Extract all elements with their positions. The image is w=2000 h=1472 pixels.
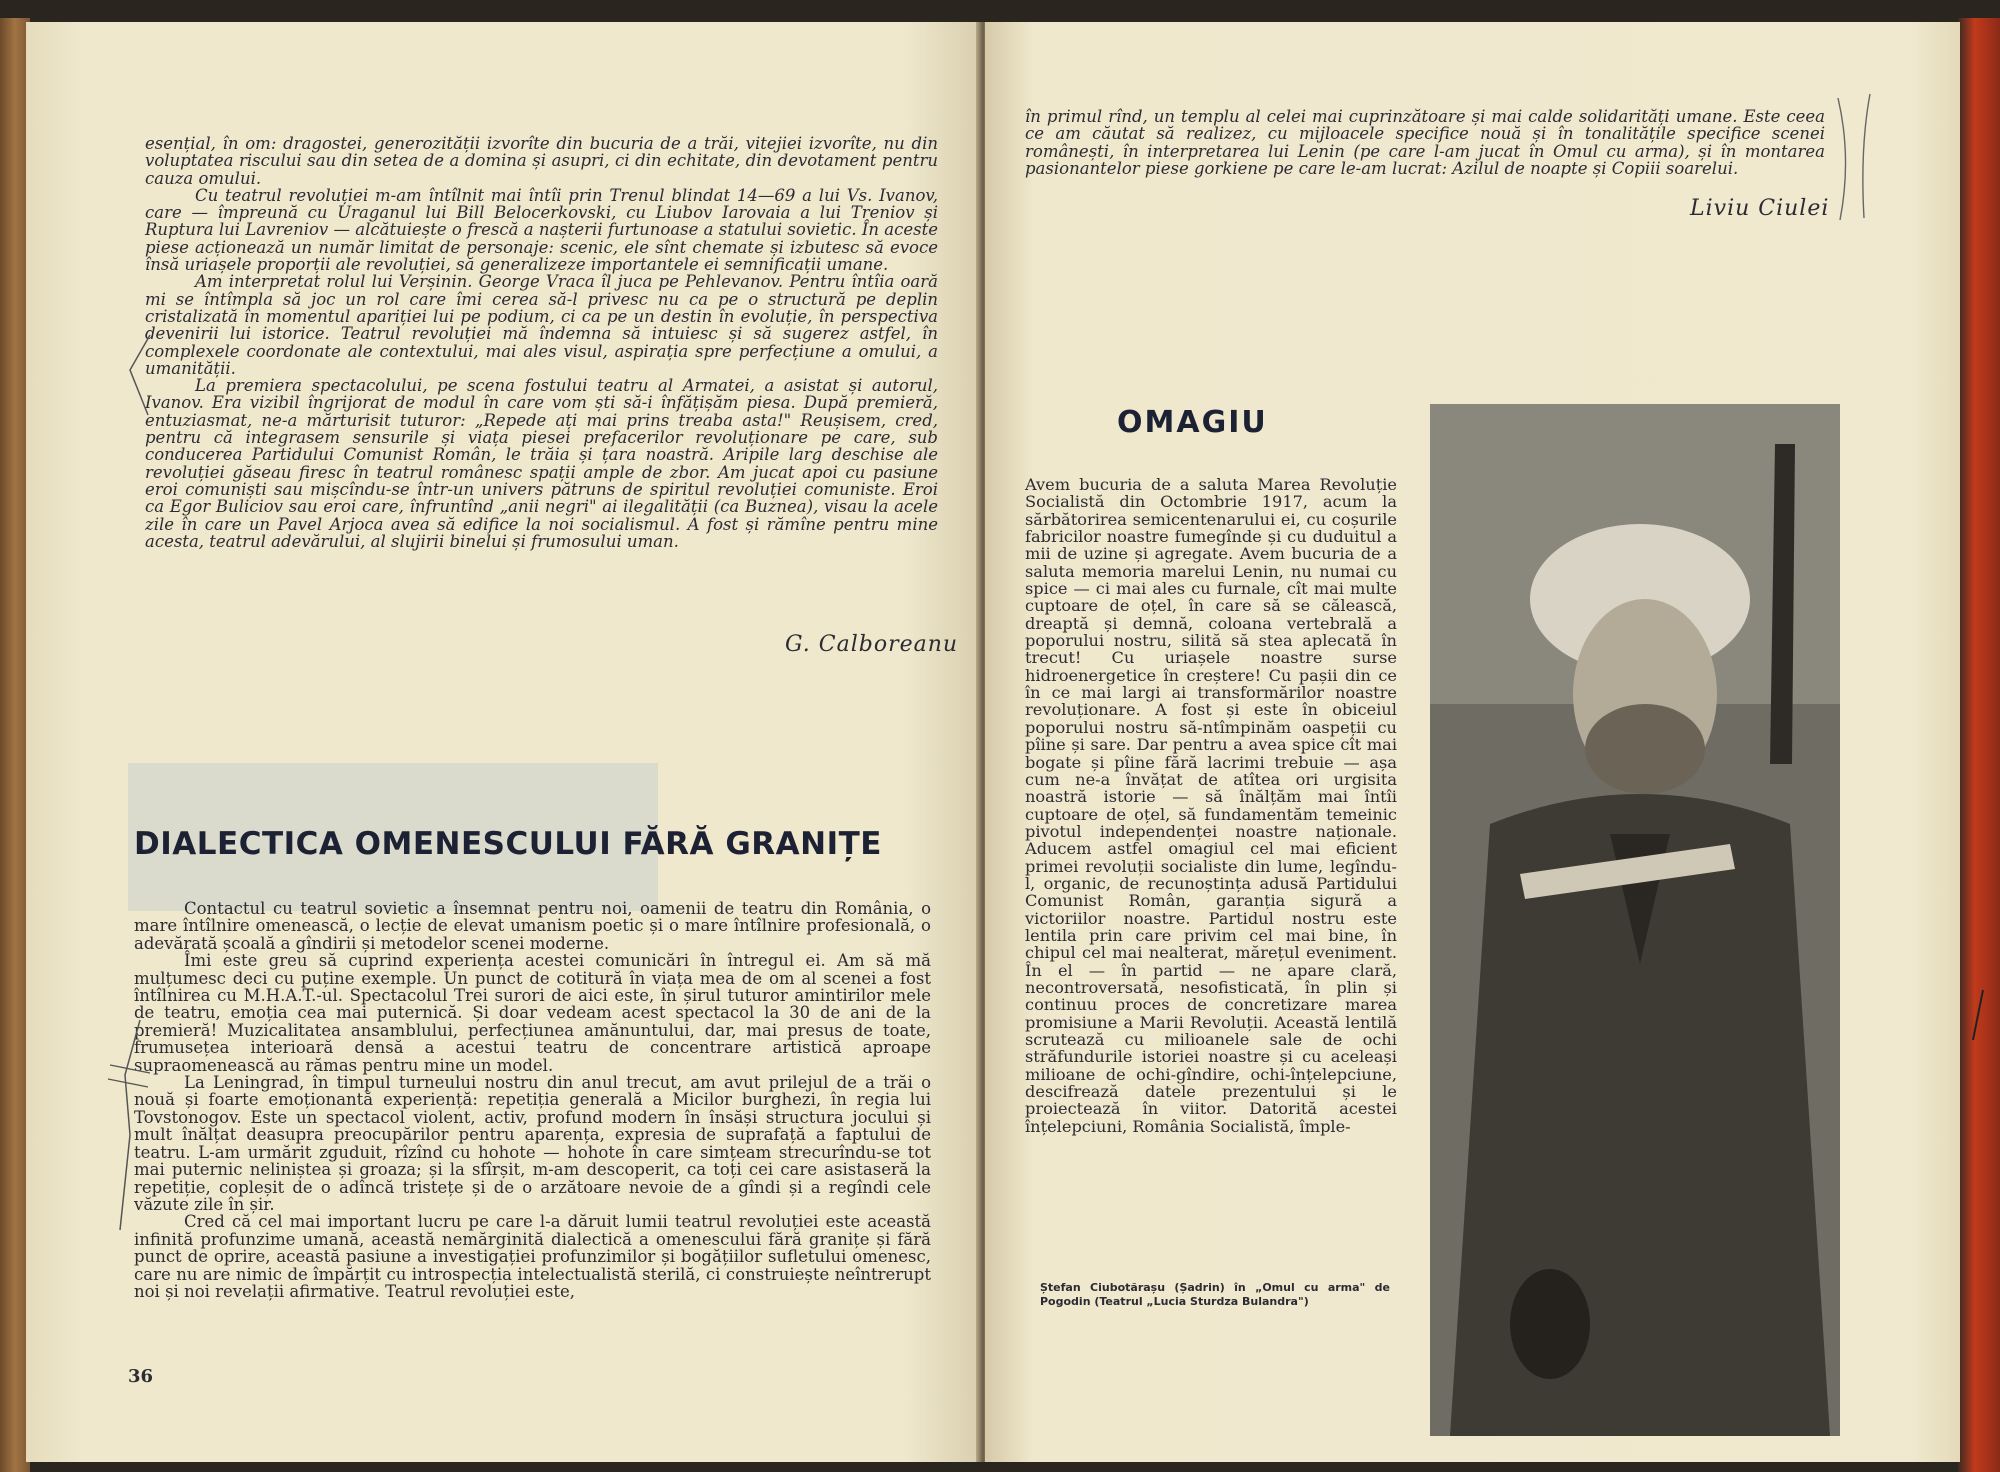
pencil-margin-mark-lower <box>100 1015 160 1235</box>
article1-paragraph: esențial, în om: dragostei, generozității izvorîte din bucuria de a trăi, vitejiei izvorîte, nu din voluptatea riscului sau din setea de a domina și asupri, ci din echitate, din devotament pentru cauza omului. <box>145 134 938 188</box>
omagiu-body: Avem bucuria de a saluta Marea Revoluție Socialistă din Octombrie 1917, acum la sărbătorirea semicentenarului ei, cu coșurile fabricilor noastre fumegînde și cu duduitul a mii de uzine și agregate. Avem bucuria de a saluta memoria marelui Lenin, nu numai cu spice — ci mai ales cu furnale, cît mai multe cuptoare de oțel, în care să se călească, dreaptă și demnă, coloana vertebrală a poporului nostru, silită să stea aplecată în trecut! Cu uriașele noastre surse hidroenergetice în creștere! Cu pașii din ce în ce mai largi ai transformărilor noastre revoluționare. A fost și este în obiceiul poporului nostru să-ntîmpinăm oaspeții cu pîine și sare. Dar pentru a avea spice cît mai bogate și pîine fără lacrimi trebuie — așa cum ne-a învățat de atîtea ori urgisita noastră istorie — să înălțăm mai întîi cuptoare de oțel, să fundamentăm temeinic pivotul independenței noastre naționale. Aducem astfel omagiul cel mai eficient primei revoluții socialiste din lume, legîndu-l, organic, de recunoștința adusă Partidului Comunist Român, garanția sigură a victoriilor noastre. Partidul nostru este lentila prin care privim cel mai bine, în chipul cel mai nealterat, mărețul eveniment. În el — în partid — ne apare clară, necontroversată, nesofisticată, în plin și continuu proces de concretizare marea promisiune a Marii Revoluții. Această lentilă scrutează cu milioanele sale de ochi străfundurile istoriei noastre și cu aceleași milioane de ochi-gîndire, ochi-înțelepciune, descifrează datele prezentului și le proiectează în viitor. Datorită acestei înțelepciuni, România Socialistă, împle- <box>1025 475 1397 1136</box>
article2-body <box>134 900 931 1300</box>
article2-paragraph: La Leningrad, în timpul turneului nostru din anul trecut, am avut prilejul de a trăi o nouă și foarte emoționantă experiență: repetiția generală a Micilor burghezi, în regia lui Tovstonogov. Este un spectacol violent, activ, profund modern în însăși structura jocului și mult înălțat deasupra preocupărilor pentru aparența, expresia de suprafață a faptului de teatru. L-am urmărit zguduit, rîzînd cu hohote — hohote în care simțeam strecurîndu-se tot mai puternic neliniștea și groaza; și la sfîrșit, m-am descoperit, ca toți cei care asistaseră la repetiție, copleșit de o adîncă tristețe și de o arzătoare nevoie de a gîndi și a regîndi cele văzute zile în șir. <box>134 1073 931 1214</box>
actor-photo <box>1430 404 1840 1436</box>
page-edge-mark <box>1968 985 1988 1045</box>
article2-paragraph: Cred că cel mai important lucru pe care l-a dăruit lumii teatrul revoluției este această infinită profunzime umană, această nemărginită dialectică a omenescului fără granițe și fără punct de oprire, această pasiune a investigației profunzimilor și bogățiilor sufletului omenesc, care nu are nimic de împărțit cu introspecția intelectualistă sterilă, ci construiește neîntrerupt noi și noi revelații afirmative. Teatrul revoluției este, <box>134 1212 931 1301</box>
pencil-bracket-mark <box>1830 88 1880 228</box>
continuation-signature: Liviu Ciulei <box>1690 196 1830 221</box>
book-cover-right-edge <box>1958 18 2000 1472</box>
article1-signature: G. Calboreanu <box>785 632 959 657</box>
article2-paragraph: Îmi este greu să cuprind experiența acestei comunicări în întregul ei. Am să mă mulțumesc deci cu puține exemple. Un punct de cotitură în viața mea de om al scenei a fost întîlnirea cu M.H.A.T.-ul. Spectacolul Trei surori de aici este, în șirul tuturor amintirilor mele de teatru, emoția cea mai puternică. Și doar vedeam acest spectacol la 30 de ani de la premieră! Muzicalitatea ansamblului, perfecțiunea amănuntului, dar, mai presus de toate, frumusețea interioară densă a acestui teatru de concentrare artistică aproape supraomenească au rămas pentru mine un model. <box>134 951 931 1075</box>
continuation-text: în primul rînd, un templu al celei mai cuprinzătoare și mai calde solidarități umane. Este ceea ce am căutat să realizez, cu mijloacele specifice nouă și în tonalitățile specifice scenei românești, în interpretarea lui Lenin (pe care l-am jucat în Omul cu arma), și în montarea pasionantelor piese gorkiene pe care le-am lucrat: Azilul de noapte și Copiii soarelui. <box>1025 107 1825 178</box>
omagiu-title: OMAGIU <box>1117 405 1268 440</box>
article1-body <box>145 135 938 550</box>
article1-paragraph: La premiera spectacolului, pe scena fostului teatru al Armatei, a asistat și autorul, Ivanov. Era vizibil îngrijorat de modul în care vom ști să-i înfățișăm piesa. După premieră, entuziasmat, ne-a mărturisit tuturor: „Repede ați mai prins treaba asta!" Reușisem, cred, pentru că integrasem sensurile și viața piesei prefacerilor revoluționare pe care, sub conducerea Partidului Comunist Român, le trăia și țara noastră. Aripile larg deschise ale revoluției găseau firesc în teatrul românesc spații ample de zbor. Am jucat apoi cu pasiune eroi comuniști sau mișcîndu-se într-un univers pătruns de spiritul revoluției comuniste. Eroi ca Egor Buliciov sau eroi care, înfruntînd „anii negri" ai ilegalității (ca Buznea), visau la acele zile în care un Pavel Arjoca avea să edifice la noi socialismul. A fost și rămîne pentru mine acesta, teatrul adevărului, al slujirii binelui și frumosului uman. <box>145 376 938 551</box>
article2-title: DIALECTICA OMENESCULUI FĂRĂ GRANIȚE <box>134 826 882 862</box>
photo-caption: Ștefan Ciubotărașu (Șadrin) în „Omul cu arma" de Pogodin (Teatrul „Lucia Sturdza Bulandra") <box>1040 1281 1390 1308</box>
article1-paragraph: Am interpretat rolul lui Verșinin. George Vraca îl juca pe Pehlevanov. Pentru întîia oară mi se întîmpla să joc un rol care îmi cerea să-l privesc nu ca pe o structură pe deplin cristalizată în momentul apariției lui pe podium, ci ca pe un destin în evoluție, în perspectiva devenirii lui istorice. Teatrul revoluției mă îndemna să intuiesc și să sugerez astfel, în complexele coordonate ale contextului, mai ales visul, aspirația spre perfecțiune a omului, a umanității. <box>145 272 938 378</box>
pencil-margin-mark-upper <box>120 330 160 420</box>
article2-paragraph: Contactul cu teatrul sovietic a însemnat pentru noi, oamenii de teatru din România, o mare întîlnire omenească, o lecție de elevat umanism poetic și o mare întîlnire profesională, o adevărată școală a gîndirii și metodelor scenei moderne. <box>134 899 931 953</box>
article1-paragraph: Cu teatrul revoluției m-am întîlnit mai întîi prin Trenul blindat 14—69 a lui Vs. Ivanov, care — împreună cu Uraganul lui Bill Belocerkovski, cu Liubov Iarovaia a lui Treniov și Ruptura lui Lavreniov — alcătuiește o frescă a nașterii furtunoase a statului sovietic. În aceste piese acționează un număr limitat de personaje: scenic, ele sînt chemate și izbutesc să evoce însă uriașele proporții ale revoluției, să generalizeze importantele ei semnificații umane. <box>145 185 938 275</box>
page-number: 36 <box>128 1366 154 1387</box>
